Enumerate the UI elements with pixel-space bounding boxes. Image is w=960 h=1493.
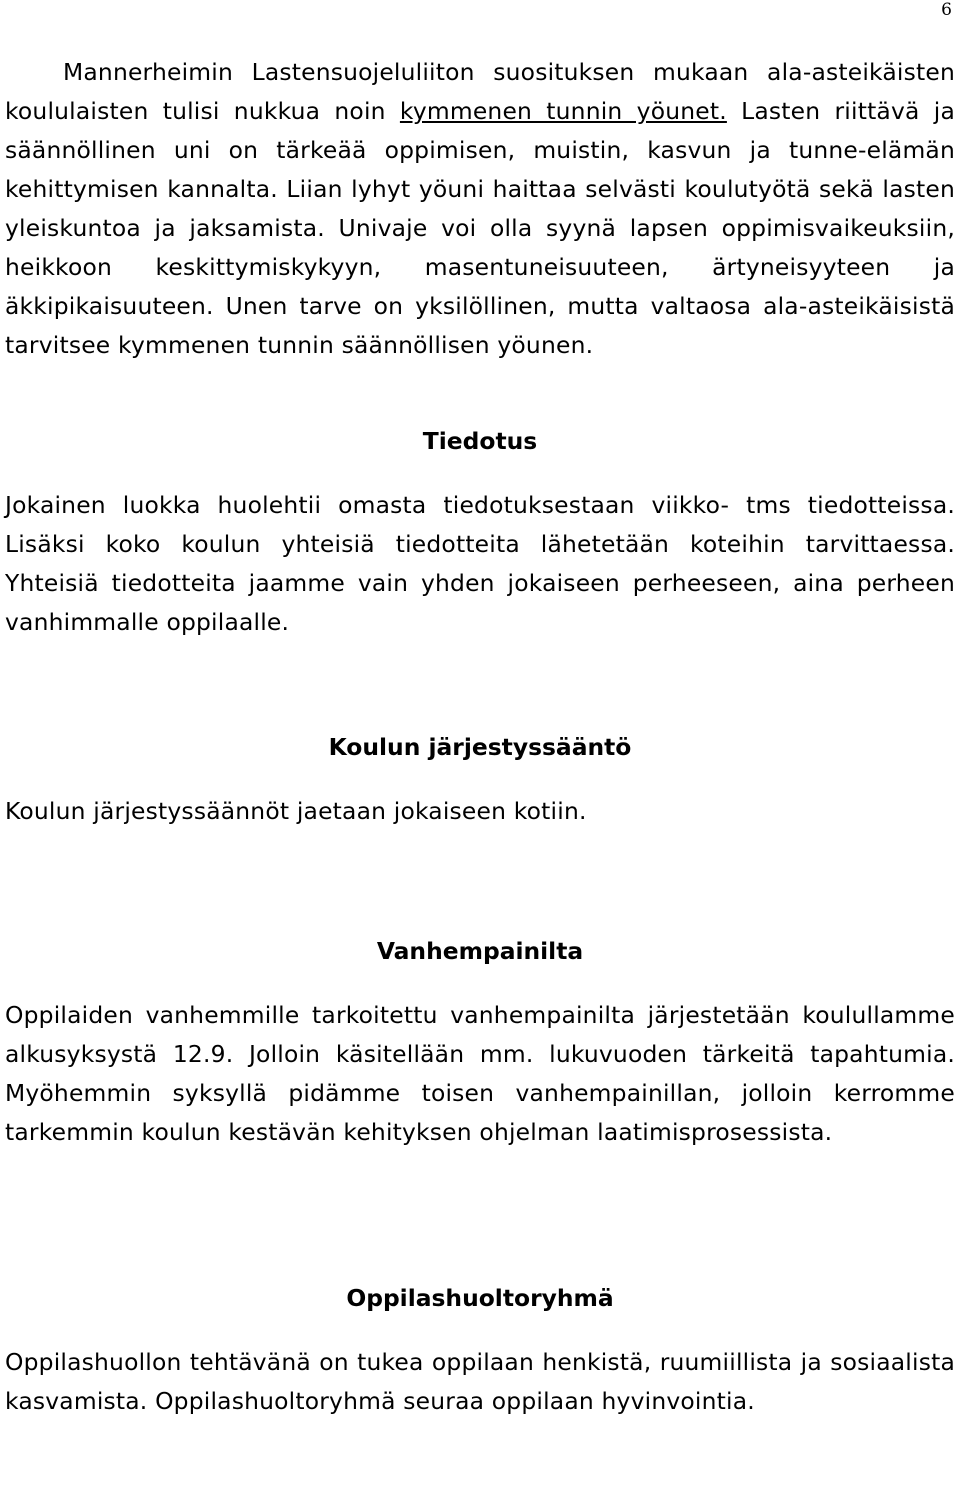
intro-text-start: Mannerheimin Lastensuojeluliiton suosituksen mukaan ala-asteikäisten koululaisten tulisi nukkua noin [5, 58, 955, 125]
section-text-oppilashuoltoryhma: Oppilashuollon tehtävänä on tukea oppilaan henkistä, ruumiillista ja sosiaalista kasvamista. Oppilashuoltoryhmä seuraa oppilaan hyvinvointia. [5, 1348, 955, 1415]
section-text-jarjestyssaanto: Koulun järjestyssäännöt jaetaan jokaiseen kotiin. [5, 797, 587, 825]
section-heading-jarjestyssaanto: Koulun järjestyssääntö [328, 733, 632, 761]
intro-underlined-text: kymmenen tunnin yöunet. [399, 97, 727, 125]
section-heading-oppilashuoltoryhma: Oppilashuoltoryhmä [346, 1284, 614, 1312]
document-body [5, 53, 955, 1421]
section-heading-vanhempainilta: Vanhempainilta [376, 937, 584, 965]
section-heading-tiedotus: Tiedotus [422, 427, 538, 455]
section-text-vanhempainilta: Oppilaiden vanhemmille tarkoitettu vanhempainilta järjestetään koulullamme alkusyksystä 12.9. Jolloin käsitellään mm. lukuvuoden tärkeitä tapahtumia. Myöhemmin syksyllä pidämme toisen vanhempainillan, jolloin kerromme tarkemmin koulun kestävän kehityksen ohjelman laatimisprosessista. [5, 1001, 955, 1146]
section-text-tiedotus: Jokainen luokka huolehtii omasta tiedotuksestaan viikko- tms tiedotteissa. Lisäksi koko koulun yhteisiä tiedotteita lähetetään koteihin tarvittaessa. Yhteisiä tiedotteita jaamme vain yhden jokaiseen perheeseen, aina perheen vanhimmalle oppilaalle. [5, 491, 955, 636]
intro-text-end: Lasten riittävä ja säännöllinen uni on tärkeää oppimisen, muistin, kasvun ja tunne-elämän kehittymisen kannalta. Liian lyhyt yöuni haittaa selvästi koulutyötä sekä lasten yleiskuntoa ja jaksamista. Univaje voi olla syynä lapsen oppimisvaikeuksiin, heikkoon keskittymiskykyyn, masentuneisuuteen, ärtyneisyyteen ja äkkipikaisuuteen. Unen tarve on yksilöllinen, mutta valtaosa ala-asteikäisistä tarvitsee kymmenen tunnin säännöllisen yöunen. [5, 97, 956, 359]
page-number: 6 [941, 0, 952, 20]
intro-paragraph [5, 53, 955, 365]
